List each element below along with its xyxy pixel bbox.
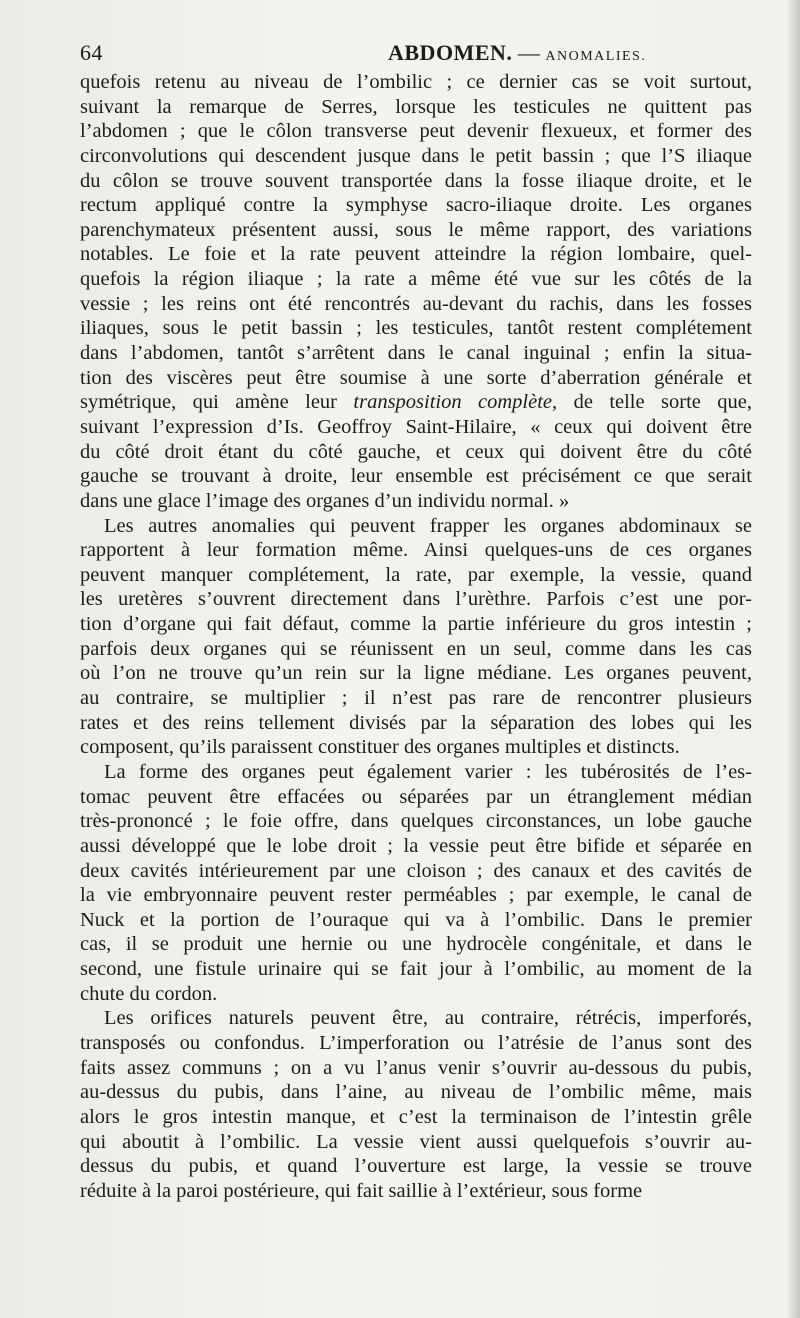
line-segment: symétrique, qui amène leur <box>80 391 354 414</box>
running-subtitle: ANOMALIES. <box>545 49 647 64</box>
italic-emphasis: transposition complète <box>353 391 553 414</box>
page-edge-shadow <box>786 0 800 1318</box>
paragraph <box>80 514 752 760</box>
running-head-dash: — <box>512 40 546 65</box>
text-line: rectum appliqué contre la symphyse sacro-iliaque droite. Les organes <box>80 194 752 217</box>
paragraph <box>80 70 752 514</box>
text-line: rates et des reins tellement divisés par la séparation des lobes qui les <box>80 711 752 734</box>
text-line: faits assez communs ; on a vu l’anus venir s’ouvrir au-dessous du pubis, <box>80 1056 752 1079</box>
text-line: réduite à la paroi postérieure, qui fait saillie à l’extérieur, sous forme <box>80 1179 643 1202</box>
text-line: au-dessus du pubis, dans l’aine, au niveau de l’ombilic même, mais <box>80 1081 752 1104</box>
text-line: l’abdomen ; que le côlon transverse peut devenir flexueux, et former des <box>80 120 752 143</box>
paragraph <box>80 760 752 1006</box>
text-line: rapportent à leur formation même. Ainsi quelques-uns de ces organes <box>80 539 752 562</box>
text-line: alors le gros intestin manque, et c’est la terminaison de l’intestin grêle <box>80 1105 752 1128</box>
text-line: deux cavités intérieurement par une cloison ; des canaux et des cavités de <box>80 859 752 882</box>
text-line: composent, qu’ils paraissent constituer des organes multiples et distincts. <box>80 736 680 759</box>
text-line: La forme des organes peut également varier : les tubérosités de l’es- <box>104 760 752 783</box>
text-line: la vie embryonnaire peuvent rester perméables ; par exemple, le canal de <box>80 884 752 907</box>
text-line: au contraire, se multiplier ; il n’est pas rare de rencontrer plusieurs <box>80 687 752 710</box>
page-number: 64 <box>80 40 103 65</box>
text-line: notables. Le foie et la rate peuvent atteindre la région lombaire, quel- <box>80 243 752 266</box>
text-line: qui aboutit à l’ombilic. La vessie vient aussi quelquefois s’ouvrir au- <box>80 1130 752 1153</box>
running-head <box>388 40 646 66</box>
text-line: vessie ; les reins ont été rencontrés au-devant du rachis, dans les fosses <box>80 292 752 315</box>
text-line: peuvent manquer complétement, la rate, par exemple, la vessie, quand <box>80 563 752 586</box>
text-line: second, une fistule urinaire qui se fait jour à l’ombilic, au moment de la <box>80 958 752 981</box>
text-line: suivant l’expression d’Is. Geoffroy Saint-Hilaire, « ceux qui doivent être <box>80 415 752 438</box>
text-line <box>80 390 752 415</box>
text-line: suivant la remarque de Serres, lorsque les testicules ne quittent pas <box>80 95 752 118</box>
text-line: chute du cordon. <box>80 982 218 1005</box>
text-line: Les orifices naturels peuvent être, au contraire, rétrécis, imperforés, <box>104 1007 752 1030</box>
page-header <box>80 40 750 70</box>
text-line: gauche se trouvant à droite, leur ensemble est précisément ce que serait <box>80 465 752 488</box>
text-line: très-prononcé ; le foie offre, dans quelques circonstances, un lobe gauche <box>80 810 752 833</box>
text-line: cas, il se produit une hernie ou une hydrocèle congénitale, et dans le <box>80 933 752 956</box>
running-title: ABDOMEN. <box>388 40 513 65</box>
text-line: du côté droit étant du côté gauche, et ceux qui doivent être du côté <box>80 440 752 463</box>
text-line: du côlon se trouve souvent transportée dans la fosse iliaque droite, et le <box>80 169 752 192</box>
paragraph <box>80 1006 752 1203</box>
text-line: les uretères s’ouvrent directement dans l’urèthre. Parfois c’est une por- <box>80 588 752 611</box>
text-line: dans l’abdomen, tantôt s’arrêtent dans le canal inguinal ; enfin la situa- <box>80 342 752 365</box>
text-line: tion d’organe qui fait défaut, comme la partie inférieure du gros intestin ; <box>80 613 752 636</box>
text-line: où l’on ne trouve qu’un rein sur la ligne médiane. Les organes peuvent, <box>80 662 752 685</box>
text-line: dessus du pubis, et quand l’ouverture est large, la vessie se trouve <box>80 1155 752 1178</box>
text-line: dans une glace l’image des organes d’un individu normal. » <box>80 489 570 512</box>
text-line: tomac peuvent être effacées ou séparées par un étranglement médian <box>80 785 752 808</box>
text-line: quefois retenu au niveau de l’ombilic ; ce dernier cas se voit surtout, <box>80 71 752 93</box>
text-line: transposés ou confondus. L’imperforation ou l’atrésie de l’anus sont des <box>80 1031 752 1054</box>
text-line: aussi développé que le lobe droit ; la vessie peut être bifide et séparée en <box>80 834 752 857</box>
body-text <box>80 70 752 1203</box>
text-line: circonvolutions qui descendent jusque dans le petit bassin ; que l’S iliaque <box>80 144 752 167</box>
text-line: parenchymateux présentent aussi, sous le même rapport, des variations <box>80 218 752 241</box>
text-line: parfois deux organes qui se réunissent en un seul, comme dans les cas <box>80 637 752 660</box>
text-line: iliaques, sous le petit bassin ; les testicules, tantôt restent complétement <box>80 317 752 340</box>
text-line: quefois la région iliaque ; la rate a même été vue sur les côtés de la <box>80 268 752 291</box>
text-line: Nuck et la portion de l’ouraque qui va à l’ombilic. Dans le premier <box>80 908 752 931</box>
text-line: Les autres anomalies qui peuvent frapper les organes abdominaux se <box>104 514 752 537</box>
text-line: tion des viscères peut être soumise à une sorte d’aberration générale et <box>80 366 752 389</box>
line-segment: , de telle sorte que, <box>552 391 752 414</box>
